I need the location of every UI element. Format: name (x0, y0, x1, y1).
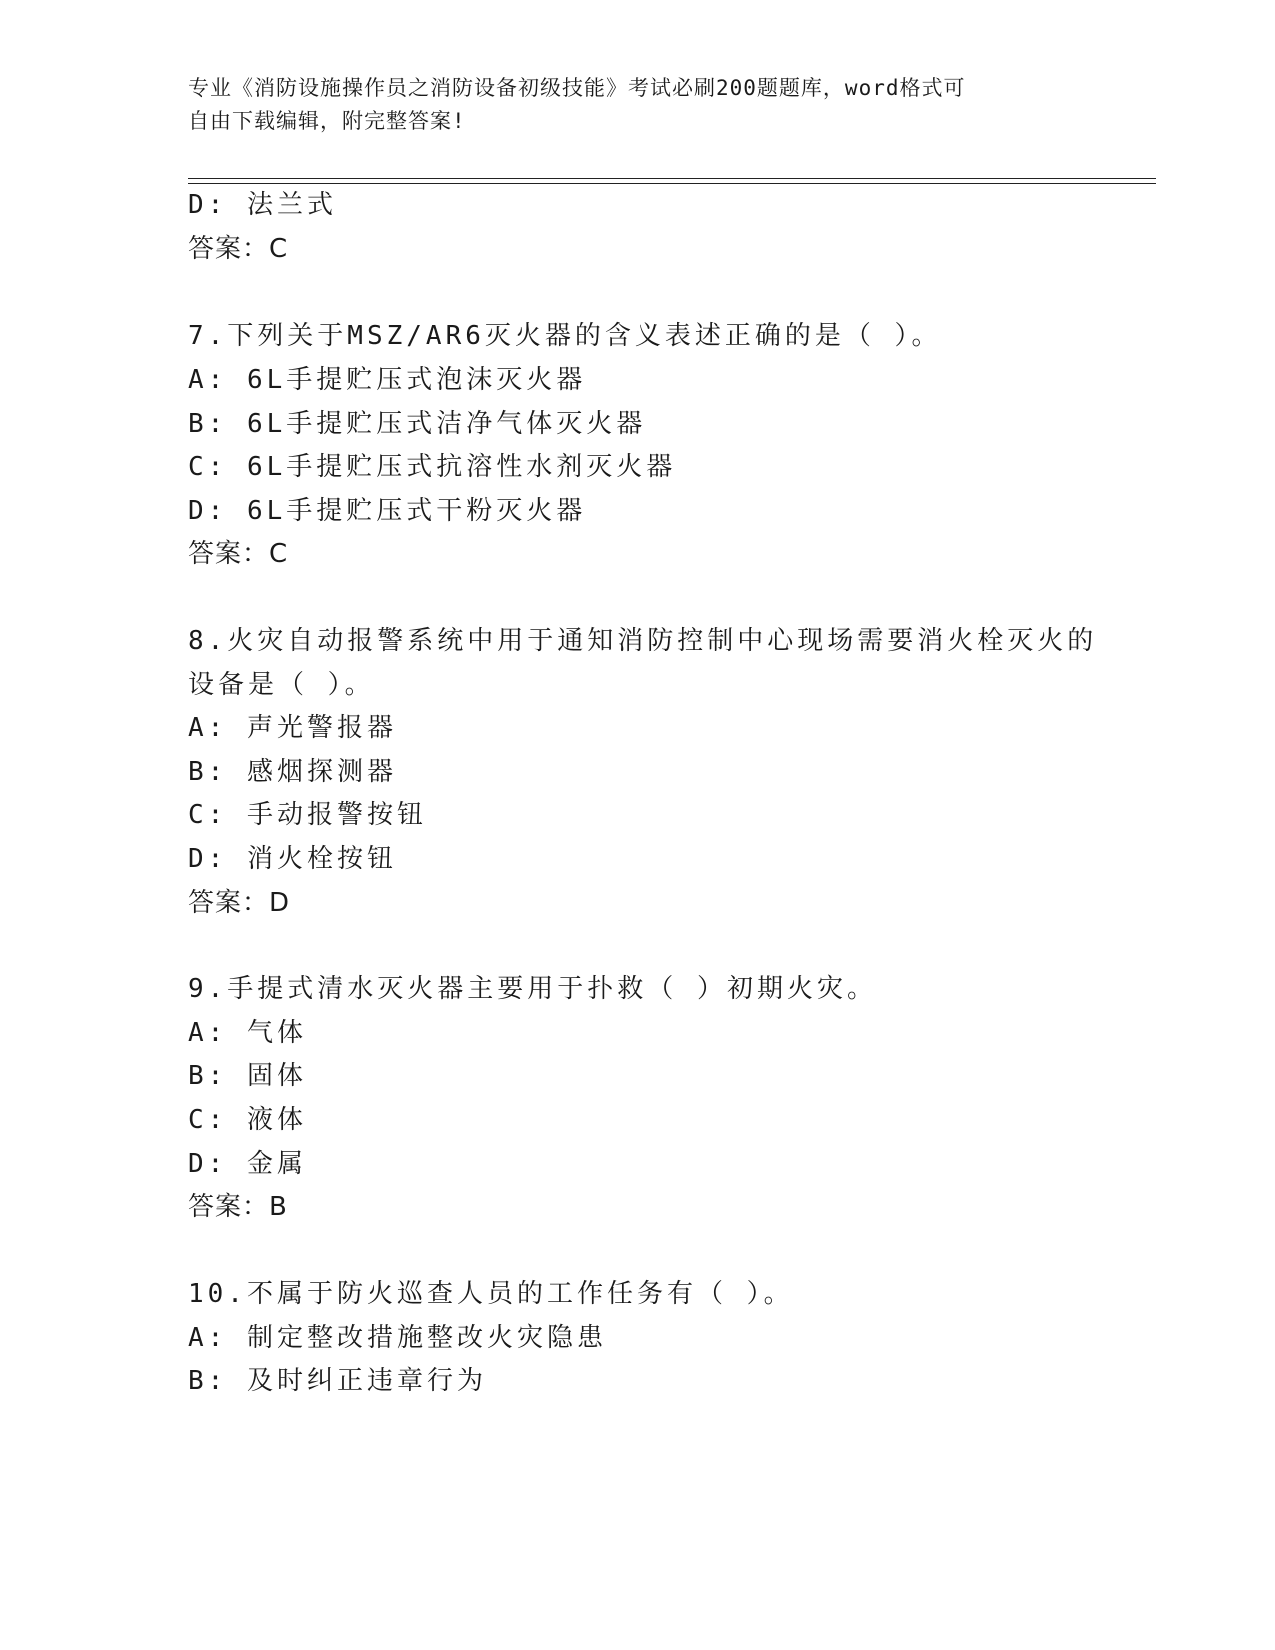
header-rule-bottom (188, 183, 1156, 184)
q9-stem: 9.手提式清水灭火器主要用于扑救（ ）初期火灾。 (188, 974, 877, 1004)
prev-option-d: D: 法兰式 (188, 190, 337, 220)
q8-answer: 答案：D (188, 888, 291, 918)
q7-option-b: B: 6L手提贮压式洁净气体灭火器 (188, 409, 647, 439)
q8-option-b: B: 感烟探测器 (188, 757, 397, 787)
q9-option-a: A: 气体 (188, 1018, 307, 1048)
q8-option-d: D: 消火栓按钮 (188, 844, 397, 874)
q8-stem-line-1: 8.火灾自动报警系统中用于通知消防控制中心现场需要消火栓灭火的 (188, 626, 1098, 656)
q10-option-b: B: 及时纠正违章行为 (188, 1366, 487, 1396)
header-rule-top (188, 178, 1156, 179)
q7-stem: 7.下列关于MSZ/AR6灭火器的含义表述正确的是（ ）。 (188, 321, 942, 351)
q10-stem: 10.不属于防火巡查人员的工作任务有（ ）。 (188, 1279, 794, 1309)
q9-answer: 答案：B (188, 1192, 288, 1222)
q8-option-c: C: 手动报警按钮 (188, 800, 427, 830)
header-line-1: 专业《消防设施操作员之消防设备初级技能》考试必刷200题题库，word格式可 (188, 76, 966, 100)
q8-stem-line-2: 设备是（ ）。 (188, 670, 375, 700)
header-line-2: 自由下载编辑，附完整答案! (188, 109, 466, 133)
q7-option-d: D: 6L手提贮压式干粉灭火器 (188, 496, 587, 526)
q8-option-a: A: 声光警报器 (188, 713, 397, 743)
document-header (188, 72, 1088, 138)
q7-option-c: C: 6L手提贮压式抗溶性水剂灭火器 (188, 452, 677, 482)
q7-option-a: A: 6L手提贮压式泡沫灭火器 (188, 365, 587, 395)
q7-answer: 答案：C (188, 539, 289, 569)
q9-option-b: B: 固体 (188, 1061, 307, 1091)
q10-option-a: A: 制定整改措施整改火灾隐患 (188, 1323, 607, 1353)
q9-option-c: C: 液体 (188, 1105, 307, 1135)
prev-answer: 答案：C (188, 234, 289, 264)
q9-option-d: D: 金属 (188, 1149, 307, 1179)
